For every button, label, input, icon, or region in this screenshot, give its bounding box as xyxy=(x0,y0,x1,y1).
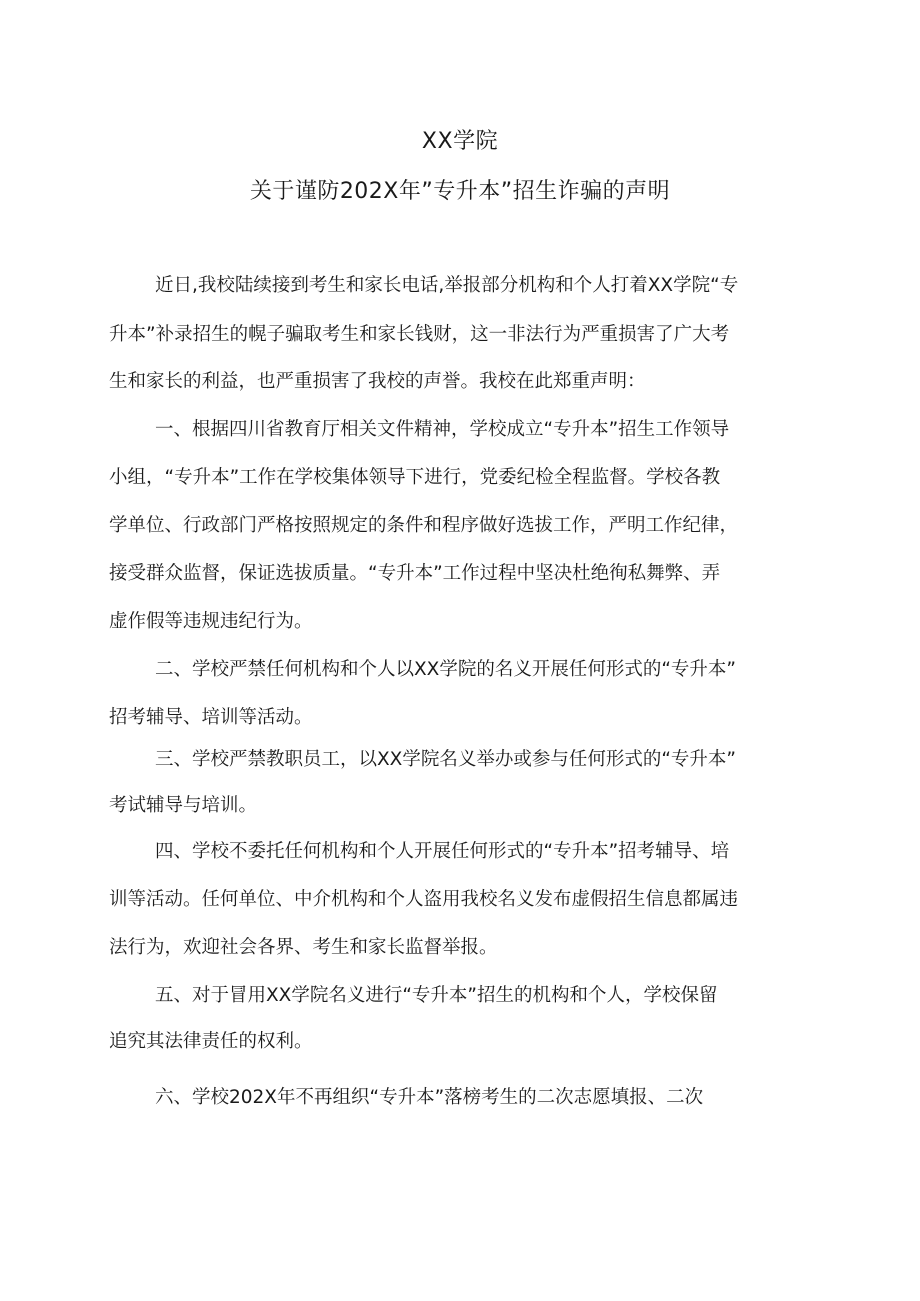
document-title-statement: 关于谨防202X年”专升本”招生诈骗的声明 xyxy=(249,179,671,204)
para-4-line-3: 法行为，欢迎社会各界、考生和家长监督举报。 xyxy=(109,937,498,958)
document-title-school: XX学院 xyxy=(421,129,499,154)
para-1-line-2: 小组，“专升本”工作在学校集体领导下进行，党委纪检全程监督。学校各教 xyxy=(109,467,721,488)
para-4-line-2: 训等活动。任何单位、中介机构和个人盗用我校名义发布虚假招生信息都属违 xyxy=(109,889,739,910)
para-3-line-1: 三、学校严禁教职员工，以XX学院名义举办或参与任何形式的“专升本” xyxy=(155,749,737,770)
para-6-line-1: 六、学校202X年不再组织“专升本”落榜考生的二次志愿填报、二次 xyxy=(155,1087,704,1108)
para-2-line-1: 二、学校严禁任何机构和个人以XX学院的名义开展任何形式的“专升本” xyxy=(155,659,737,680)
intro-line-2: 升本”补录招生的幌子骗取考生和家长钱财，这一非法行为严重损害了广大考 xyxy=(109,324,730,345)
para-1-line-3: 学单位、行政部门严格按照规定的条件和程序做好选拔工作，严明工作纪律， xyxy=(109,515,739,536)
para-5-line-1: 五、对于冒用XX学院名义进行“专升本”招生的机构和个人，学校保留 xyxy=(155,985,718,1006)
para-4-line-1: 四、学校不委托任何机构和个人开展任何形式的“专升本”招考辅导、培 xyxy=(155,841,730,862)
para-1-line-5: 虚作假等违规违纪行为。 xyxy=(109,611,313,632)
para-2-line-2: 招考辅导、培训等活动。 xyxy=(109,707,313,728)
para-3-line-2: 考试辅导与培训。 xyxy=(109,795,258,816)
para-5-line-2: 追究其法律责任的权利。 xyxy=(109,1031,313,1052)
para-1-line-1: 一、根据四川省教育厅相关文件精神，学校成立“专升本”招生工作领导 xyxy=(155,419,730,440)
intro-line-1: 近日,我校陆续接到考生和家长电话,举报部分机构和个人打着XX学院“专 xyxy=(155,275,739,296)
intro-line-3: 生和家长的利益，也严重损害了我校的声誉。我校在此郑重声明： xyxy=(109,371,646,392)
para-1-line-4: 接受群众监督，保证选拔质量。“专升本”工作过程中坚决杜绝徇私舞弊、弄 xyxy=(109,563,721,584)
